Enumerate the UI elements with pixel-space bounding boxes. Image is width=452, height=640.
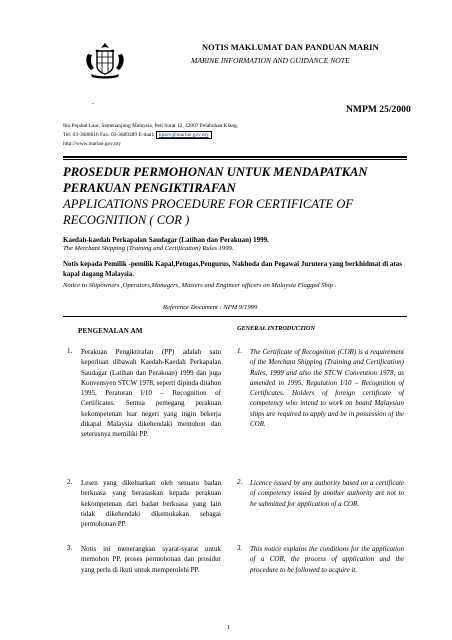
left-item-2-text: Lesen yang dikeluarkan oleh sesuatu badan berkuasa yang berasaskan kepada perakuan kekompetenan dari badan berkuasa yang lain tidak dikehendaki dikemukakan sebagai permohonan PP.: [81, 479, 221, 529]
address-block: [63, 122, 238, 149]
right-item-1-number: 1.: [237, 347, 243, 355]
stray-dot: .: [92, 97, 94, 106]
header-title-en: MARINE INFORMATION AND GUIDANCE NOTE: [191, 56, 350, 65]
left-item-3-number: 3.: [67, 544, 73, 552]
right-item-2-number: 2.: [237, 478, 243, 486]
document-title: [63, 164, 413, 228]
header-rule-thin: [63, 159, 407, 160]
notice-to-en: Notice to Shipowners ,Operators,Managers, Masters and Engineer officers on Malaysia Flagged Ship .: [63, 282, 337, 289]
title-en-line-1: APPLICATIONS PROCEDURE FOR CERTIFICATE OF: [63, 197, 354, 211]
contact-numbers: Tel: 03-3686616 Fax: 03-3689289 E-mail:: [63, 132, 156, 138]
malaysia-crest-icon: [82, 40, 128, 80]
left-item-2-number: 2.: [67, 478, 73, 486]
title-ms-line-2: PERAKUAN PENGIKTIRAFAN: [63, 181, 236, 195]
title-en-line-2: RECOGNITION ( COR ): [63, 213, 190, 227]
page-number: 1: [227, 624, 231, 631]
left-item-1-text: Perakuan Pengiktirafan (PP) adalah satu keperluan dibawah Kaedah-Kaedah Perkapalan Saudagar (Latihan dan Perakuan) 1999 dan juga Konvensyen STCW 1978, seperti dipinda ditahun 1995, Peraturan I/10 – Recognition of Certificates. Semua pemegang perakuan kekompetenan luar negeri yang ingin bekerja dikapal Malaysia dikehendaki memohon dan seterusnya memiliki PP.: [81, 348, 221, 439]
email-link[interactable]: kpsev@marine.gov.my: [156, 131, 212, 139]
regulation-ms: Kaedah-kaedah Perkapalan Saudagar (Latihan dan Perakuan) 1999.: [63, 236, 269, 244]
notice-to-ms: Notis kepada Pemilik -pemilik Kapal,Petugas,Pengurus, Nakhoda dan Pegawai Jurutera yang berkhidmat di atas kapal dagang Malaysia.: [63, 260, 402, 278]
regulation-en: The Merchant Shipping (Training and Certification) Rules 1999.: [63, 245, 234, 252]
section-divider: [63, 316, 407, 317]
right-item-3-text: This notice explains the conditions for the application of a COR, the process of application and the procedure to be followed to acquire it.: [250, 545, 404, 574]
header-rule-thick: [63, 156, 407, 158]
right-column-heading: GENERAL INTRODUCTION: [237, 325, 315, 332]
left-column-heading: PENGENALAN AM: [78, 327, 143, 335]
address-line-2: [63, 131, 238, 140]
right-item-3-number: 3.: [237, 544, 243, 552]
header-title-ms: NOTIS MAKLUMAT DAN PANDUAN MARIN: [202, 43, 379, 52]
website-url[interactable]: http://www.marine.gov.my: [63, 141, 121, 147]
reference-document: Reference Document : NPM 9/1999: [163, 304, 258, 311]
title-ms-line-1: PROSEDUR PERMOHONAN UNTUK MENDAPATKAN: [63, 165, 368, 179]
right-item-2-text: Licence issued by any authority based on a certificate of competency issued by another authority are not to be submitted for application of a COR.: [250, 479, 404, 508]
left-item-3-text: Notis ini menerangkan syarat-syarat untuk memohon PP, proses permohonan dan prosidur yang perlu di ikuti untuk memperolehi PP.: [81, 545, 221, 574]
left-item-1-number: 1.: [67, 347, 73, 355]
right-item-1-text: The Certificate of Recognition (COR) is a requirement of the Merchant Shipping (Training and Certification) Rules, 1999 and also the STCW Convention 1978, as amended in 1995, Regulation I/10 – Recognition of Certificates. Holders of foreign certificate of competency who intend to work on board Malaysian ships are required to apply and be in possession of the COR.: [250, 348, 404, 429]
notice-number: NMPM 25/2000: [346, 104, 411, 115]
address-line-1: Ibu Pejabat Laut, Semenanjung Malaysia, Peti Surat 12, 42007 Pelabuhan Klang.: [63, 123, 239, 129]
